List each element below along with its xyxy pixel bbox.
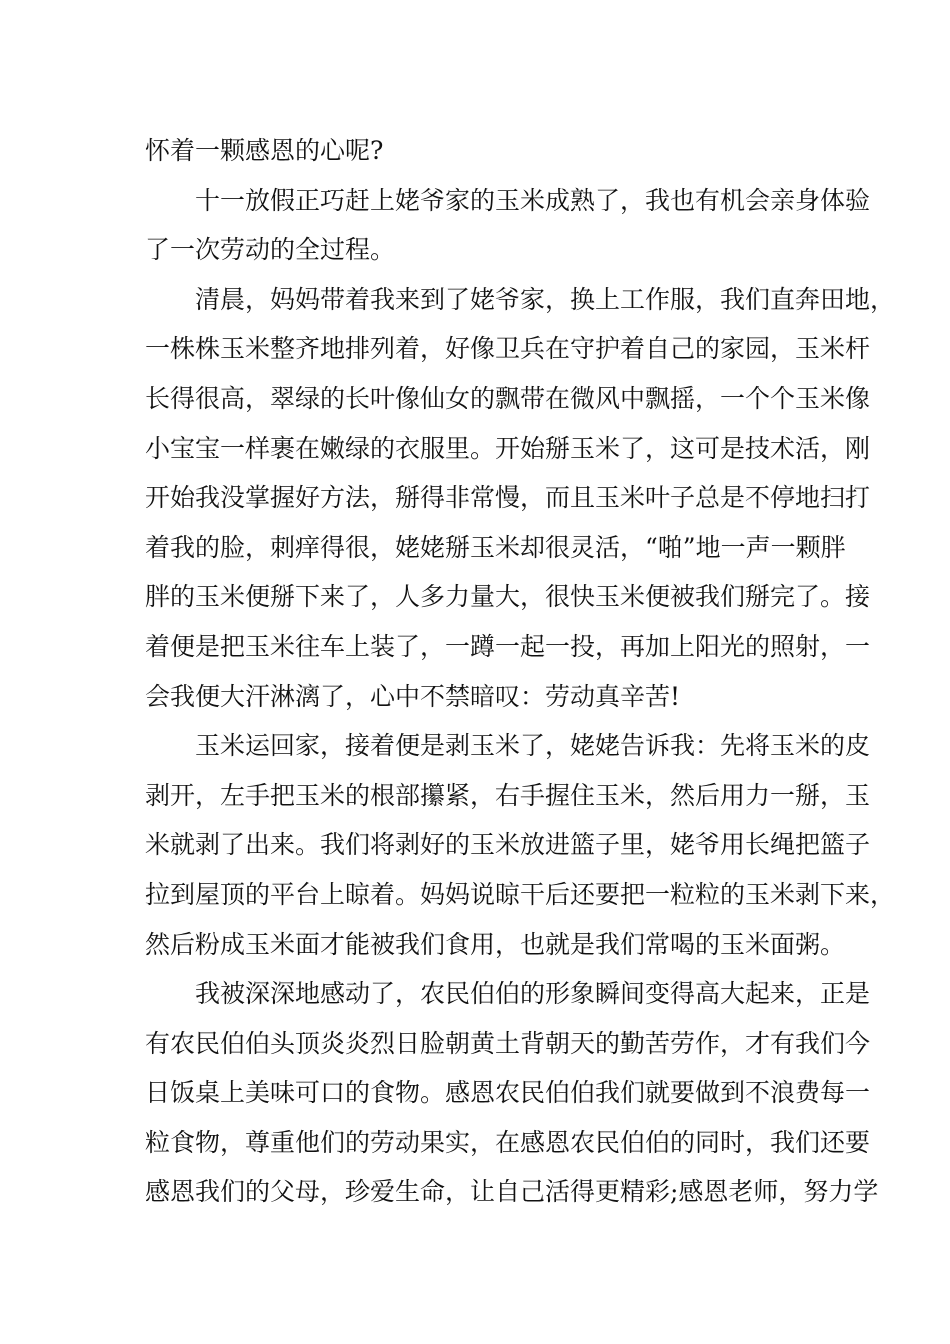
text-line: 怀着一颗感恩的心呢? bbox=[145, 136, 384, 165]
text-line: 剥开，左手把玉米的根部攥紧，右手握住玉米，然后用力一掰，玉 bbox=[145, 780, 871, 810]
text-line: 米就剥了出来。我们将剥好的玉米放进篮子里，姥爷用长绳把篮子 bbox=[145, 830, 871, 860]
text-line: 会我便大汗淋漓了，心中不禁暗叹：劳动真辛苦! bbox=[145, 681, 681, 711]
body-text bbox=[145, 126, 896, 1217]
text-line: 胖的玉米便掰下来了，人多力量大，很快玉米便被我们掰完了。接 bbox=[145, 582, 871, 612]
text-line: 着我的脸，刺痒得很，姥姥掰玉米却很灵活，“啪”地一声一颗胖 bbox=[145, 532, 846, 562]
text-line: 长得很高，翠绿的长叶像仙女的飘带在微风中飘摇，一个个玉米像 bbox=[145, 383, 871, 413]
text-line: 了一次劳动的全过程。 bbox=[145, 235, 396, 265]
text-line: 然后粉成玉米面才能被我们食用，也就是我们常喝的玉米面粥。 bbox=[145, 929, 846, 959]
text-line: 十一放假正巧赶上姥爷家的玉米成熟了，我也有机会亲身体验 bbox=[195, 185, 871, 215]
text-line: 我被深深地感动了，农民伯伯的形象瞬间变得高大起来，正是 bbox=[195, 979, 871, 1009]
text-line: 有农民伯伯头顶炎炎烈日脸朝黄土背朝天的勤苦劳作，才有我们今 bbox=[145, 1028, 871, 1058]
text-line: 玉米运回家，接着便是剥玉米了，姥姥告诉我：先将玉米的皮 bbox=[195, 731, 871, 761]
text-line: 粒食物，尊重他们的劳动果实，在感恩农民伯伯的同时，我们还要 bbox=[145, 1127, 871, 1157]
text-line: 一株株玉米整齐地排列着，好像卫兵在守护着自己的家园，玉米杆 bbox=[145, 334, 871, 364]
text-line: 日饭桌上美味可口的食物。感恩农民伯伯我们就要做到不浪费每一 bbox=[145, 1078, 871, 1108]
text-line: 开始我没掌握好方法，掰得非常慢，而且玉米叶子总是不停地扫打 bbox=[145, 483, 871, 513]
text-line: 清晨，妈妈带着我来到了姥爷家，换上工作服，我们直奔田地， bbox=[195, 284, 896, 314]
text-line: 小宝宝一样裹在嫩绿的衣服里。开始掰玉米了，这可是技术活，刚 bbox=[145, 433, 871, 463]
text-line: 拉到屋顶的平台上晾着。妈妈说晾干后还要把一粒粒的玉米剥下来， bbox=[145, 879, 896, 909]
text-line: 着便是把玉米往车上装了，一蹲一起一投，再加上阳光的照射，一 bbox=[145, 631, 871, 661]
text-line: 感恩我们的父母，珍爱生命，让自己活得更精彩;感恩老师，努力学 bbox=[145, 1177, 879, 1207]
